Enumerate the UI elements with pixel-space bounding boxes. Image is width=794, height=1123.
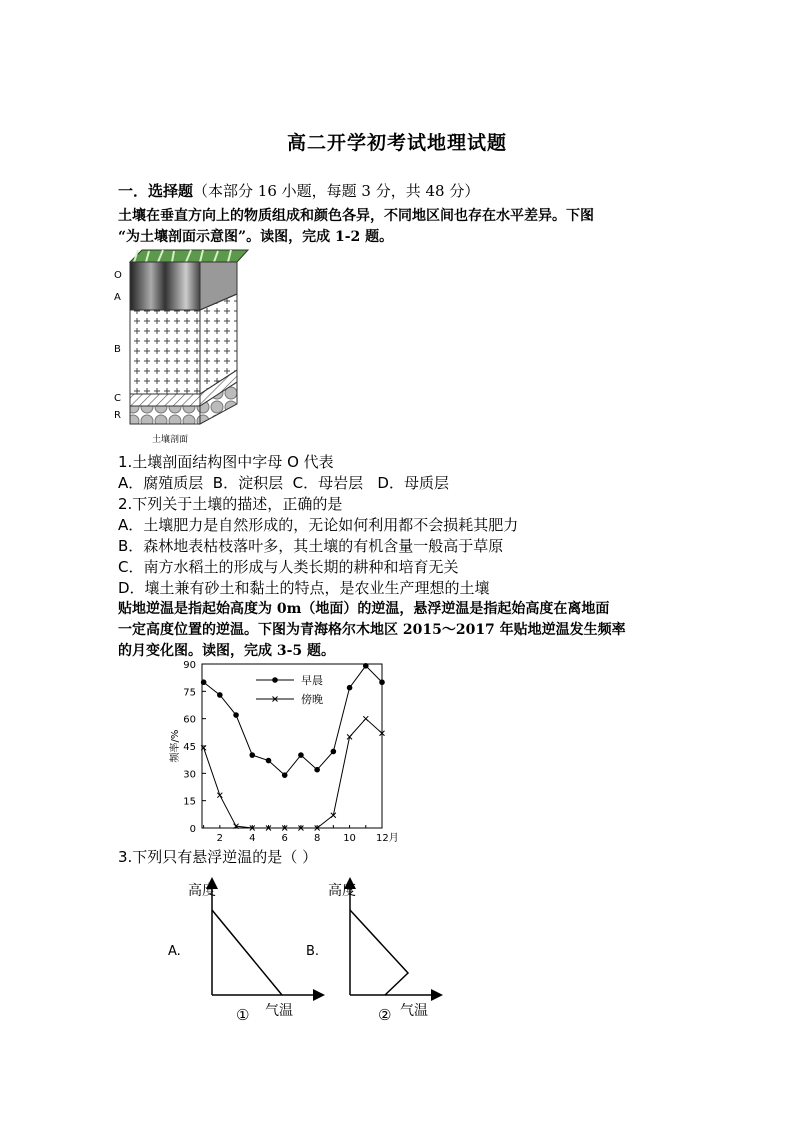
intro-2-line-2: 一定高度位置的逆温。下图为青海格尔木地区 2015～2017 年贴地逆温发生频率: [118, 622, 626, 638]
point-morning: [363, 663, 369, 669]
y-tick-label: 45: [183, 742, 196, 753]
q2-option-c: C．南方水稻土的形成与人类长期的耕种和培育无关: [118, 558, 459, 576]
option-b-curve: [350, 910, 408, 995]
point-morning: [217, 692, 223, 698]
point-morning: [282, 772, 288, 778]
option-a-curve: [212, 910, 282, 995]
option-a-x-axis-label: 气温: [265, 1003, 293, 1019]
legend-label-evening: 傍晚: [301, 693, 323, 706]
option-b-number: ②: [378, 1006, 392, 1024]
soil-figure-caption: 土壤剖面: [152, 435, 189, 445]
option-b-label: B.: [306, 944, 320, 959]
point-morning: [266, 758, 272, 764]
point-evening: [217, 793, 222, 798]
legend-marker-morning: [272, 677, 278, 683]
chart-legend: [256, 674, 323, 706]
paper-title: 高二开学初考试地理试题: [286, 132, 507, 154]
soil-profile-figure: [112, 246, 282, 448]
y-tick-label: 30: [183, 769, 196, 781]
y-tick-label: 90: [183, 660, 196, 671]
point-evening: [363, 716, 368, 721]
option-a-label: A.: [168, 944, 181, 959]
x-tick-label: 4: [249, 833, 256, 844]
layer-b-front: [130, 310, 200, 394]
point-morning: [298, 752, 304, 758]
chart-series: [201, 663, 385, 830]
q2-stem: 2.下列关于土壤的描述，正确的是: [118, 495, 343, 513]
intro-1-line-1: 土壤在垂直方向上的物质组成和颜色各异，不同地区间也存在水平差异。下图: [118, 208, 594, 224]
plot-frame: [202, 664, 382, 828]
layer-r-front: [130, 406, 200, 424]
x-tick-label: 6: [281, 833, 288, 844]
layer-label-o: O: [114, 270, 122, 281]
q3-option-figures: [160, 875, 460, 1025]
intro-1-line-2: “为土壤剖面示意图”。读图，完成 1-2 题。: [118, 229, 394, 245]
point-morning: [331, 749, 337, 755]
x-tick-label: 12月: [376, 833, 399, 844]
intro-2-line-3: 的月变化图。读图，完成 3-5 题。: [118, 643, 336, 659]
q2-option-b: B．森林地表枯枝落叶多，其土壤的有机含量一般高于草原: [118, 537, 504, 555]
q1-options: A．腐殖质层 B．淀积层 C．母岩层 D．母质层: [118, 474, 449, 492]
option-a-y-axis-label: 高度: [188, 883, 216, 899]
y-tick-label: 75: [183, 687, 196, 699]
layer-label-r: R: [114, 410, 121, 421]
point-morning: [249, 752, 255, 758]
series-line-morning: [204, 666, 382, 775]
q2-option-d: D．壤土兼有砂土和黏土的特点，是农业生产理想的土壤: [118, 579, 490, 597]
section-label: 一．选择题: [118, 182, 194, 200]
y-tick-label: 60: [183, 714, 196, 726]
legend-label-morning: 早晨: [301, 674, 323, 687]
q1-stem: 1.土壤剖面结构图中字母 O 代表: [118, 453, 334, 471]
point-morning: [379, 679, 385, 685]
point-morning: [347, 685, 353, 691]
layer-label-b: B: [114, 344, 121, 355]
chart-ticks: [183, 660, 398, 844]
option-b-y-axis-label: 高度: [328, 883, 356, 899]
y-axis-label: 频率/%: [170, 729, 181, 763]
option-b-x-axis-label: 气温: [400, 1003, 428, 1019]
inversion-frequency-chart: [160, 658, 400, 848]
x-tick-label: 2: [216, 833, 224, 844]
layer-label-a: A: [114, 292, 121, 303]
series-line-evening: [204, 719, 382, 828]
y-tick-label: 15: [183, 796, 196, 808]
q3-stem: 3.下列只有悬浮逆温的是（ ）: [118, 848, 318, 866]
x-tick-label: 10: [343, 833, 356, 844]
x-tick-label: 8: [313, 833, 321, 844]
point-morning: [233, 712, 239, 718]
option-a-number: ①: [236, 1006, 250, 1024]
q2-option-a: A．土壤肥力是自然形成的，无论如何利用都不会损耗其肥力: [118, 516, 519, 534]
section-heading: [118, 180, 479, 201]
point-morning: [201, 679, 207, 685]
layer-c-front: [130, 394, 200, 406]
section-note: （本部分 16 小题，每题 3 分，共 48 分）: [193, 182, 480, 200]
y-tick-label: 0: [189, 824, 196, 835]
point-morning: [314, 767, 320, 773]
intro-2-line-1: 贴地逆温是指起始高度为 0m（地面）的逆温，悬浮逆温是指起始高度在离地面: [118, 601, 610, 617]
layer-a-front: [130, 262, 200, 310]
layer-label-c: C: [114, 393, 121, 404]
